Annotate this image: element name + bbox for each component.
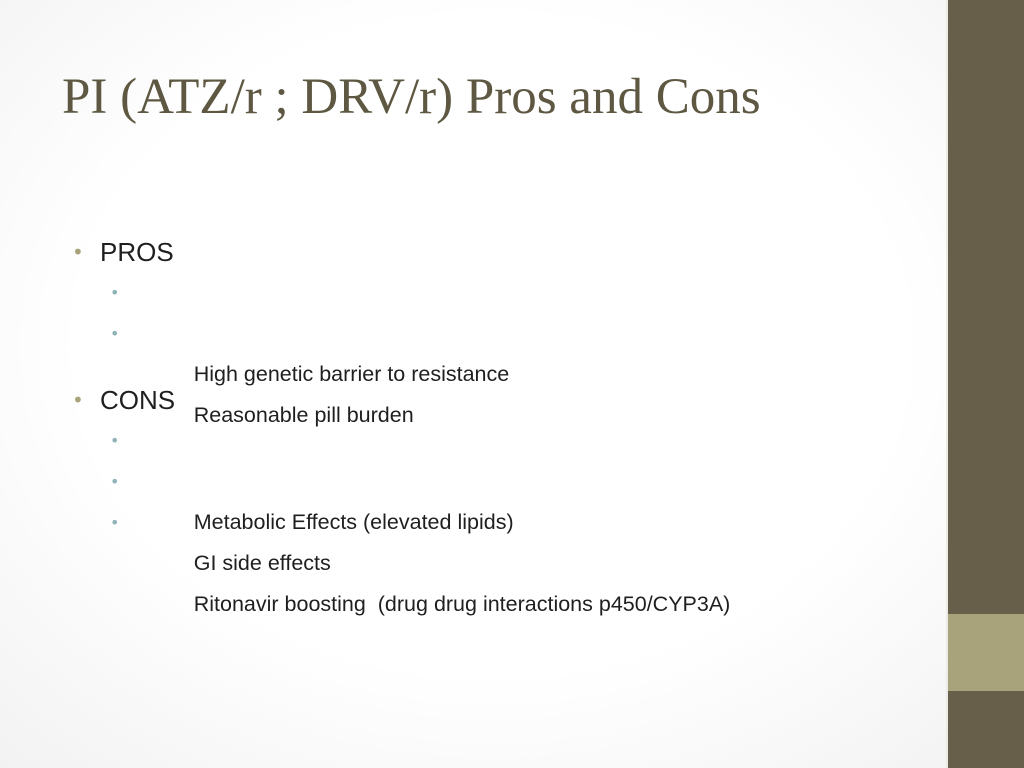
list-item-text: Reasonable pill burden [193,403,414,427]
slide-title: PI (ATZ/r ; DRV/r) Pros and Cons [62,69,761,125]
list-item-text: Metabolic Effects (elevated lipids) [193,510,514,534]
bullet-icon: • [72,240,84,264]
bullet-cons [72,382,932,418]
decorative-sidebar-accent [948,614,1024,691]
bullet-icon: • [110,324,120,343]
slide-content [72,234,932,616]
bullet-icon: • [110,283,120,302]
cons-list [72,420,932,616]
section-cons [72,382,932,616]
bullet-icon: • [110,513,120,532]
section-heading: PROS [100,237,174,267]
list-item-text: Ritonavir boosting (drug drug interactions p450/CYP3A) [193,592,731,616]
list-item-text: GI side effects [193,551,331,575]
bullet-icon: • [110,431,120,450]
list-item-text: High genetic barrier to resistance [193,362,510,386]
list-item [72,420,932,534]
section-heading: CONS [100,385,176,415]
bullet-pros [72,234,932,270]
list-item [72,272,932,386]
bullet-icon: • [110,472,120,491]
bullet-icon: • [72,388,84,412]
